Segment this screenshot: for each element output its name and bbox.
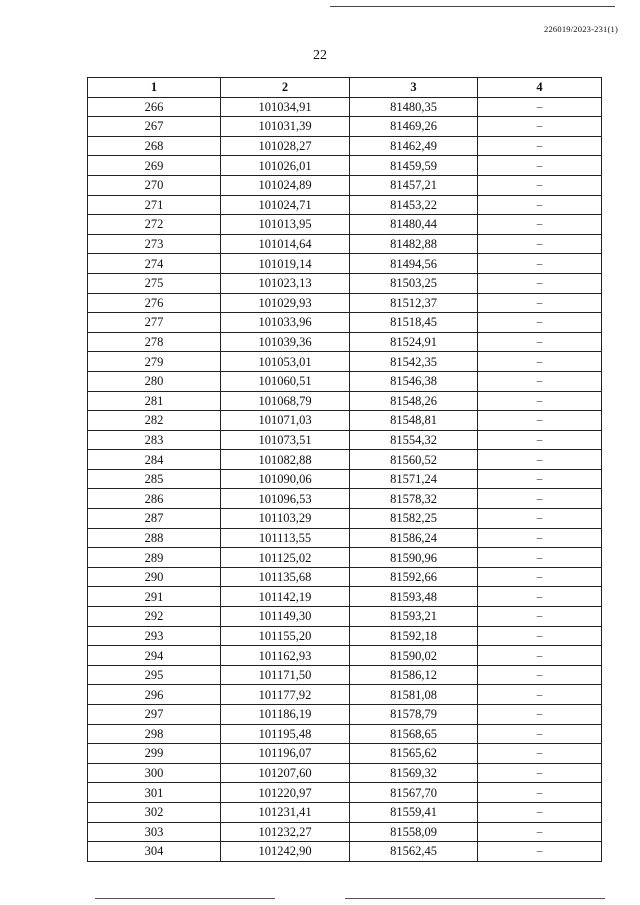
note-cell: – <box>478 254 602 274</box>
point-number-cell: 286 <box>88 489 221 509</box>
note-cell: – <box>478 195 602 215</box>
note-cell: – <box>478 705 602 725</box>
table-row <box>88 136 602 156</box>
table-row <box>88 587 602 607</box>
column-header-4: 4 <box>478 78 602 98</box>
y-coordinate-cell: 81592,66 <box>350 567 478 587</box>
note-cell: – <box>478 430 602 450</box>
y-coordinate-cell: 81524,91 <box>350 332 478 352</box>
table-row <box>88 626 602 646</box>
note-cell: – <box>478 313 602 333</box>
table-row <box>88 685 602 705</box>
y-coordinate-cell: 81560,52 <box>350 450 478 470</box>
note-cell: – <box>478 528 602 548</box>
x-coordinate-cell: 101039,36 <box>221 332 350 352</box>
note-cell: – <box>478 489 602 509</box>
table-row <box>88 391 602 411</box>
y-coordinate-cell: 81590,02 <box>350 646 478 666</box>
x-coordinate-cell: 101053,01 <box>221 352 350 372</box>
point-number-cell: 300 <box>88 763 221 783</box>
point-number-cell: 298 <box>88 724 221 744</box>
table-body <box>88 97 602 861</box>
x-coordinate-cell: 101026,01 <box>221 156 350 176</box>
y-coordinate-cell: 81503,25 <box>350 273 478 293</box>
x-coordinate-cell: 101113,55 <box>221 528 350 548</box>
note-cell: – <box>478 646 602 666</box>
note-cell: – <box>478 509 602 529</box>
note-cell: – <box>478 607 602 627</box>
table-row <box>88 234 602 254</box>
point-number-cell: 297 <box>88 705 221 725</box>
point-number-cell: 295 <box>88 665 221 685</box>
table-row <box>88 215 602 235</box>
y-coordinate-cell: 81590,96 <box>350 548 478 568</box>
point-number-cell: 276 <box>88 293 221 313</box>
point-number-cell: 271 <box>88 195 221 215</box>
note-cell: – <box>478 802 602 822</box>
column-header-3: 3 <box>350 78 478 98</box>
note-cell: – <box>478 215 602 235</box>
note-cell: – <box>478 548 602 568</box>
table-row <box>88 352 602 372</box>
table-header-row <box>88 78 602 98</box>
point-number-cell: 280 <box>88 371 221 391</box>
table-row <box>88 763 602 783</box>
note-cell: – <box>478 293 602 313</box>
x-coordinate-cell: 101195,48 <box>221 724 350 744</box>
point-number-cell: 270 <box>88 175 221 195</box>
point-number-cell: 267 <box>88 117 221 137</box>
table-row <box>88 156 602 176</box>
note-cell: – <box>478 587 602 607</box>
point-number-cell: 269 <box>88 156 221 176</box>
x-coordinate-cell: 101220,97 <box>221 783 350 803</box>
point-number-cell: 284 <box>88 450 221 470</box>
note-cell: – <box>478 117 602 137</box>
table-row <box>88 175 602 195</box>
note-cell: – <box>478 332 602 352</box>
point-number-cell: 304 <box>88 842 221 862</box>
top-rule <box>330 6 615 7</box>
table-row <box>88 646 602 666</box>
y-coordinate-cell: 81558,09 <box>350 822 478 842</box>
note-cell: – <box>478 744 602 764</box>
y-coordinate-cell: 81578,32 <box>350 489 478 509</box>
coordinates-table <box>87 77 602 862</box>
point-number-cell: 268 <box>88 136 221 156</box>
note-cell: – <box>478 97 602 117</box>
point-number-cell: 302 <box>88 802 221 822</box>
note-cell: – <box>478 822 602 842</box>
y-coordinate-cell: 81453,22 <box>350 195 478 215</box>
bottom-rule-left <box>95 898 275 899</box>
x-coordinate-cell: 101090,06 <box>221 469 350 489</box>
table-row <box>88 293 602 313</box>
table-row <box>88 528 602 548</box>
note-cell: – <box>478 842 602 862</box>
x-coordinate-cell: 101196,07 <box>221 744 350 764</box>
note-cell: – <box>478 273 602 293</box>
column-header-1: 1 <box>88 78 221 98</box>
note-cell: – <box>478 665 602 685</box>
note-cell: – <box>478 136 602 156</box>
y-coordinate-cell: 81494,56 <box>350 254 478 274</box>
y-coordinate-cell: 81459,59 <box>350 156 478 176</box>
point-number-cell: 274 <box>88 254 221 274</box>
point-number-cell: 273 <box>88 234 221 254</box>
y-coordinate-cell: 81462,49 <box>350 136 478 156</box>
y-coordinate-cell: 81480,35 <box>350 97 478 117</box>
table-row <box>88 724 602 744</box>
x-coordinate-cell: 101033,96 <box>221 313 350 333</box>
point-number-cell: 278 <box>88 332 221 352</box>
note-cell: – <box>478 783 602 803</box>
x-coordinate-cell: 101232,27 <box>221 822 350 842</box>
y-coordinate-cell: 81578,79 <box>350 705 478 725</box>
x-coordinate-cell: 101068,79 <box>221 391 350 411</box>
table-row <box>88 705 602 725</box>
x-coordinate-cell: 101029,93 <box>221 293 350 313</box>
y-coordinate-cell: 81571,24 <box>350 469 478 489</box>
y-coordinate-cell: 81559,41 <box>350 802 478 822</box>
point-number-cell: 294 <box>88 646 221 666</box>
x-coordinate-cell: 101142,19 <box>221 587 350 607</box>
y-coordinate-cell: 81548,81 <box>350 411 478 431</box>
table-row <box>88 548 602 568</box>
y-coordinate-cell: 81567,70 <box>350 783 478 803</box>
table-row <box>88 371 602 391</box>
note-cell: – <box>478 469 602 489</box>
table-row <box>88 411 602 431</box>
table-row <box>88 665 602 685</box>
x-coordinate-cell: 101096,53 <box>221 489 350 509</box>
x-coordinate-cell: 101171,50 <box>221 665 350 685</box>
x-coordinate-cell: 101207,60 <box>221 763 350 783</box>
point-number-cell: 288 <box>88 528 221 548</box>
table-row <box>88 842 602 862</box>
table-row <box>88 509 602 529</box>
point-number-cell: 281 <box>88 391 221 411</box>
note-cell: – <box>478 685 602 705</box>
y-coordinate-cell: 81565,62 <box>350 744 478 764</box>
y-coordinate-cell: 81582,25 <box>350 509 478 529</box>
x-coordinate-cell: 101242,90 <box>221 842 350 862</box>
note-cell: – <box>478 724 602 744</box>
table-row <box>88 313 602 333</box>
x-coordinate-cell: 101125,02 <box>221 548 350 568</box>
x-coordinate-cell: 101024,89 <box>221 175 350 195</box>
y-coordinate-cell: 81568,65 <box>350 724 478 744</box>
point-number-cell: 283 <box>88 430 221 450</box>
y-coordinate-cell: 81546,38 <box>350 371 478 391</box>
table-row <box>88 117 602 137</box>
point-number-cell: 287 <box>88 509 221 529</box>
x-coordinate-cell: 101071,03 <box>221 411 350 431</box>
point-number-cell: 277 <box>88 313 221 333</box>
y-coordinate-cell: 81554,32 <box>350 430 478 450</box>
table-row <box>88 254 602 274</box>
y-coordinate-cell: 81581,08 <box>350 685 478 705</box>
table-row <box>88 744 602 764</box>
y-coordinate-cell: 81593,48 <box>350 587 478 607</box>
point-number-cell: 292 <box>88 607 221 627</box>
note-cell: – <box>478 391 602 411</box>
note-cell: – <box>478 626 602 646</box>
table-row <box>88 450 602 470</box>
x-coordinate-cell: 101023,13 <box>221 273 350 293</box>
point-number-cell: 272 <box>88 215 221 235</box>
document-id: 226019/2023-231(1) <box>544 24 618 34</box>
point-number-cell: 266 <box>88 97 221 117</box>
table-row <box>88 97 602 117</box>
table-row <box>88 802 602 822</box>
y-coordinate-cell: 81569,32 <box>350 763 478 783</box>
y-coordinate-cell: 81457,21 <box>350 175 478 195</box>
point-number-cell: 299 <box>88 744 221 764</box>
table-row <box>88 332 602 352</box>
point-number-cell: 285 <box>88 469 221 489</box>
table-row <box>88 783 602 803</box>
y-coordinate-cell: 81480,44 <box>350 215 478 235</box>
y-coordinate-cell: 81542,35 <box>350 352 478 372</box>
point-number-cell: 290 <box>88 567 221 587</box>
y-coordinate-cell: 81512,37 <box>350 293 478 313</box>
x-coordinate-cell: 101149,30 <box>221 607 350 627</box>
x-coordinate-cell: 101135,68 <box>221 567 350 587</box>
x-coordinate-cell: 101082,88 <box>221 450 350 470</box>
note-cell: – <box>478 175 602 195</box>
x-coordinate-cell: 101031,39 <box>221 117 350 137</box>
bottom-rule-right <box>345 898 605 899</box>
x-coordinate-cell: 101060,51 <box>221 371 350 391</box>
x-coordinate-cell: 101073,51 <box>221 430 350 450</box>
table-row <box>88 567 602 587</box>
x-coordinate-cell: 101186,19 <box>221 705 350 725</box>
point-number-cell: 293 <box>88 626 221 646</box>
x-coordinate-cell: 101231,41 <box>221 802 350 822</box>
table-row <box>88 273 602 293</box>
point-number-cell: 296 <box>88 685 221 705</box>
point-number-cell: 301 <box>88 783 221 803</box>
x-coordinate-cell: 101162,93 <box>221 646 350 666</box>
note-cell: – <box>478 411 602 431</box>
y-coordinate-cell: 81482,88 <box>350 234 478 254</box>
note-cell: – <box>478 371 602 391</box>
y-coordinate-cell: 81593,21 <box>350 607 478 627</box>
note-cell: – <box>478 450 602 470</box>
x-coordinate-cell: 101014,64 <box>221 234 350 254</box>
x-coordinate-cell: 101177,92 <box>221 685 350 705</box>
point-number-cell: 282 <box>88 411 221 431</box>
y-coordinate-cell: 81548,26 <box>350 391 478 411</box>
x-coordinate-cell: 101103,29 <box>221 509 350 529</box>
table-row <box>88 195 602 215</box>
x-coordinate-cell: 101019,14 <box>221 254 350 274</box>
table-row <box>88 607 602 627</box>
y-coordinate-cell: 81592,18 <box>350 626 478 646</box>
x-coordinate-cell: 101024,71 <box>221 195 350 215</box>
table-row <box>88 430 602 450</box>
note-cell: – <box>478 352 602 372</box>
page-number: 22 <box>313 48 327 63</box>
y-coordinate-cell: 81518,45 <box>350 313 478 333</box>
note-cell: – <box>478 156 602 176</box>
x-coordinate-cell: 101034,91 <box>221 97 350 117</box>
x-coordinate-cell: 101155,20 <box>221 626 350 646</box>
x-coordinate-cell: 101013,95 <box>221 215 350 235</box>
point-number-cell: 279 <box>88 352 221 372</box>
y-coordinate-cell: 81562,45 <box>350 842 478 862</box>
point-number-cell: 303 <box>88 822 221 842</box>
note-cell: – <box>478 567 602 587</box>
y-coordinate-cell: 81586,24 <box>350 528 478 548</box>
point-number-cell: 291 <box>88 587 221 607</box>
x-coordinate-cell: 101028,27 <box>221 136 350 156</box>
y-coordinate-cell: 81586,12 <box>350 665 478 685</box>
table-row <box>88 822 602 842</box>
table-row <box>88 489 602 509</box>
column-header-2: 2 <box>221 78 350 98</box>
y-coordinate-cell: 81469,26 <box>350 117 478 137</box>
point-number-cell: 289 <box>88 548 221 568</box>
table-row <box>88 469 602 489</box>
note-cell: – <box>478 234 602 254</box>
point-number-cell: 275 <box>88 273 221 293</box>
note-cell: – <box>478 763 602 783</box>
